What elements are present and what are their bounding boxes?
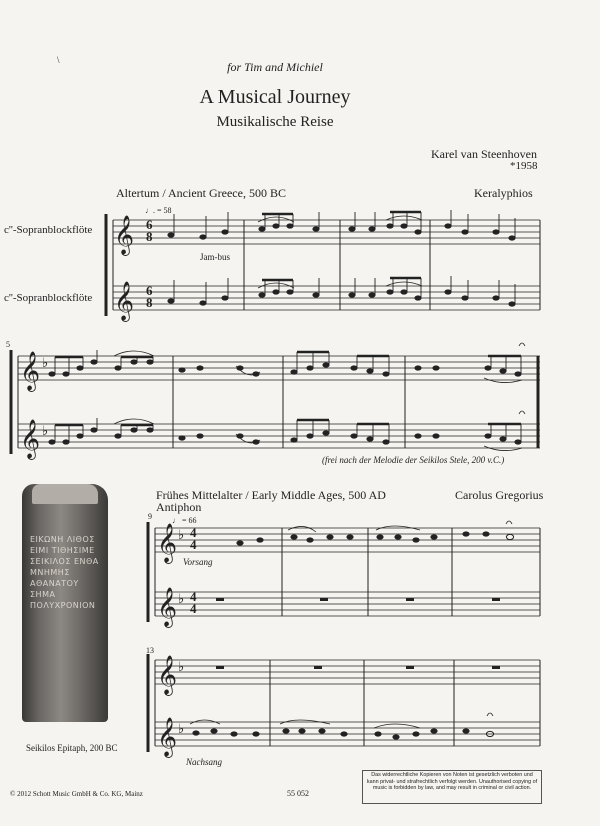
svg-text:𝄞: 𝄞 — [114, 215, 135, 255]
page-title: A Musical Journey — [199, 86, 351, 108]
time-signature-antiphon-lower: 4 4 — [190, 589, 197, 616]
svg-text:𝄞: 𝄞 — [157, 655, 178, 695]
time-signature-lower: 6 8 — [146, 283, 153, 310]
slurs — [114, 216, 525, 451]
svg-text:𝄞: 𝄞 — [114, 281, 135, 321]
section2-composer: Carolus Gregorius — [455, 488, 544, 502]
stele-top — [32, 484, 98, 504]
svg-text:♭: ♭ — [178, 592, 185, 607]
measure-number-9: 9 — [148, 512, 152, 521]
measure-number-13: 13 — [146, 646, 154, 655]
staff-label-1: c''-Sopranblockflöte — [4, 224, 93, 236]
staff-label-2: c''-Sopranblockflöte — [4, 292, 93, 304]
svg-text:𝄞: 𝄞 — [157, 587, 178, 627]
stems-section1-system2 — [55, 350, 521, 442]
seikilos-stele-photo — [22, 484, 108, 722]
svg-text:𝄞: 𝄞 — [20, 351, 41, 391]
section1-title: Altertum / Ancient Greece, 500 BC — [116, 186, 286, 200]
vorsang-label: Vorsang — [183, 557, 213, 567]
svg-text:♭: ♭ — [42, 356, 49, 371]
copying-warning-box: Das widerrechtliche Kopieren von Noten ist gesetzlich verboten und kann privat- und strafrechtlich verfolgt werden. Unauthorised copying of music is forbidden by law, and may result in criminal or civil action. — [362, 770, 542, 804]
notes-section1 — [167, 223, 515, 306]
stems-section1 — [174, 210, 515, 304]
composer-birth-year: *1958 — [510, 160, 538, 172]
stele-inscription: ΕΙΚΩΝΗ ΛΙΘΟΣ ΕΙΜΙ ΤΙΘΗΣΙΜΕ ΣΕΙΚΙΛΟΣ ΕΝΘΑ ΜΝΗΜΗΣ ΑΘΑΝΑΤΟΥ ΣΗΜΑ ΠΟΛΥΧΡΟΝΙΟΝ — [30, 535, 99, 610]
section1-instrument: Keralyphios — [474, 186, 533, 200]
composer-name: Karel van Steenhoven — [431, 147, 537, 161]
copyright-notice: © 2012 Schott Music GmbH & Co. KG, Mainz — [10, 790, 143, 798]
dedication: for Tim and Michiel — [227, 60, 323, 74]
section2-subtitle: Antiphon — [156, 500, 202, 514]
svg-text:𝄞: 𝄞 — [157, 523, 178, 563]
melody-source-note: (frei nach der Melodie der Seikilos Stele, 200 v.C.) — [322, 455, 505, 465]
svg-text:♭: ♭ — [178, 660, 185, 675]
svg-text:𝄞: 𝄞 — [20, 419, 41, 459]
page-subtitle: Musikalische Reise — [216, 114, 334, 130]
section2-title: Frühes Mittelalter / Early Middle Ages, 500 AD — [156, 488, 386, 502]
section1-tempo: ♩. = 58 — [145, 206, 172, 215]
whole-rests — [216, 598, 500, 669]
lyric-text: Jam-bus — [200, 252, 230, 262]
corner-mark: \ — [57, 55, 60, 65]
nachsang-label: Nachsang — [186, 757, 222, 767]
svg-text:𝄞: 𝄞 — [157, 717, 178, 757]
edition-number: 55 052 — [287, 789, 309, 798]
svg-text:♭: ♭ — [178, 722, 185, 737]
notes-section1-system2 — [48, 359, 521, 444]
measure-number-5: 5 — [6, 340, 10, 349]
section2-tempo: ♩ = 66 — [172, 516, 197, 525]
svg-text:♭: ♭ — [178, 528, 185, 543]
svg-text:♭: ♭ — [42, 424, 49, 439]
time-signature-antiphon-upper: 4 4 — [190, 525, 197, 552]
time-signature-upper: 6 8 — [146, 217, 153, 244]
photo-caption: Seikilos Epitaph, 200 BC — [26, 743, 118, 753]
notes-section2 — [192, 531, 513, 739]
